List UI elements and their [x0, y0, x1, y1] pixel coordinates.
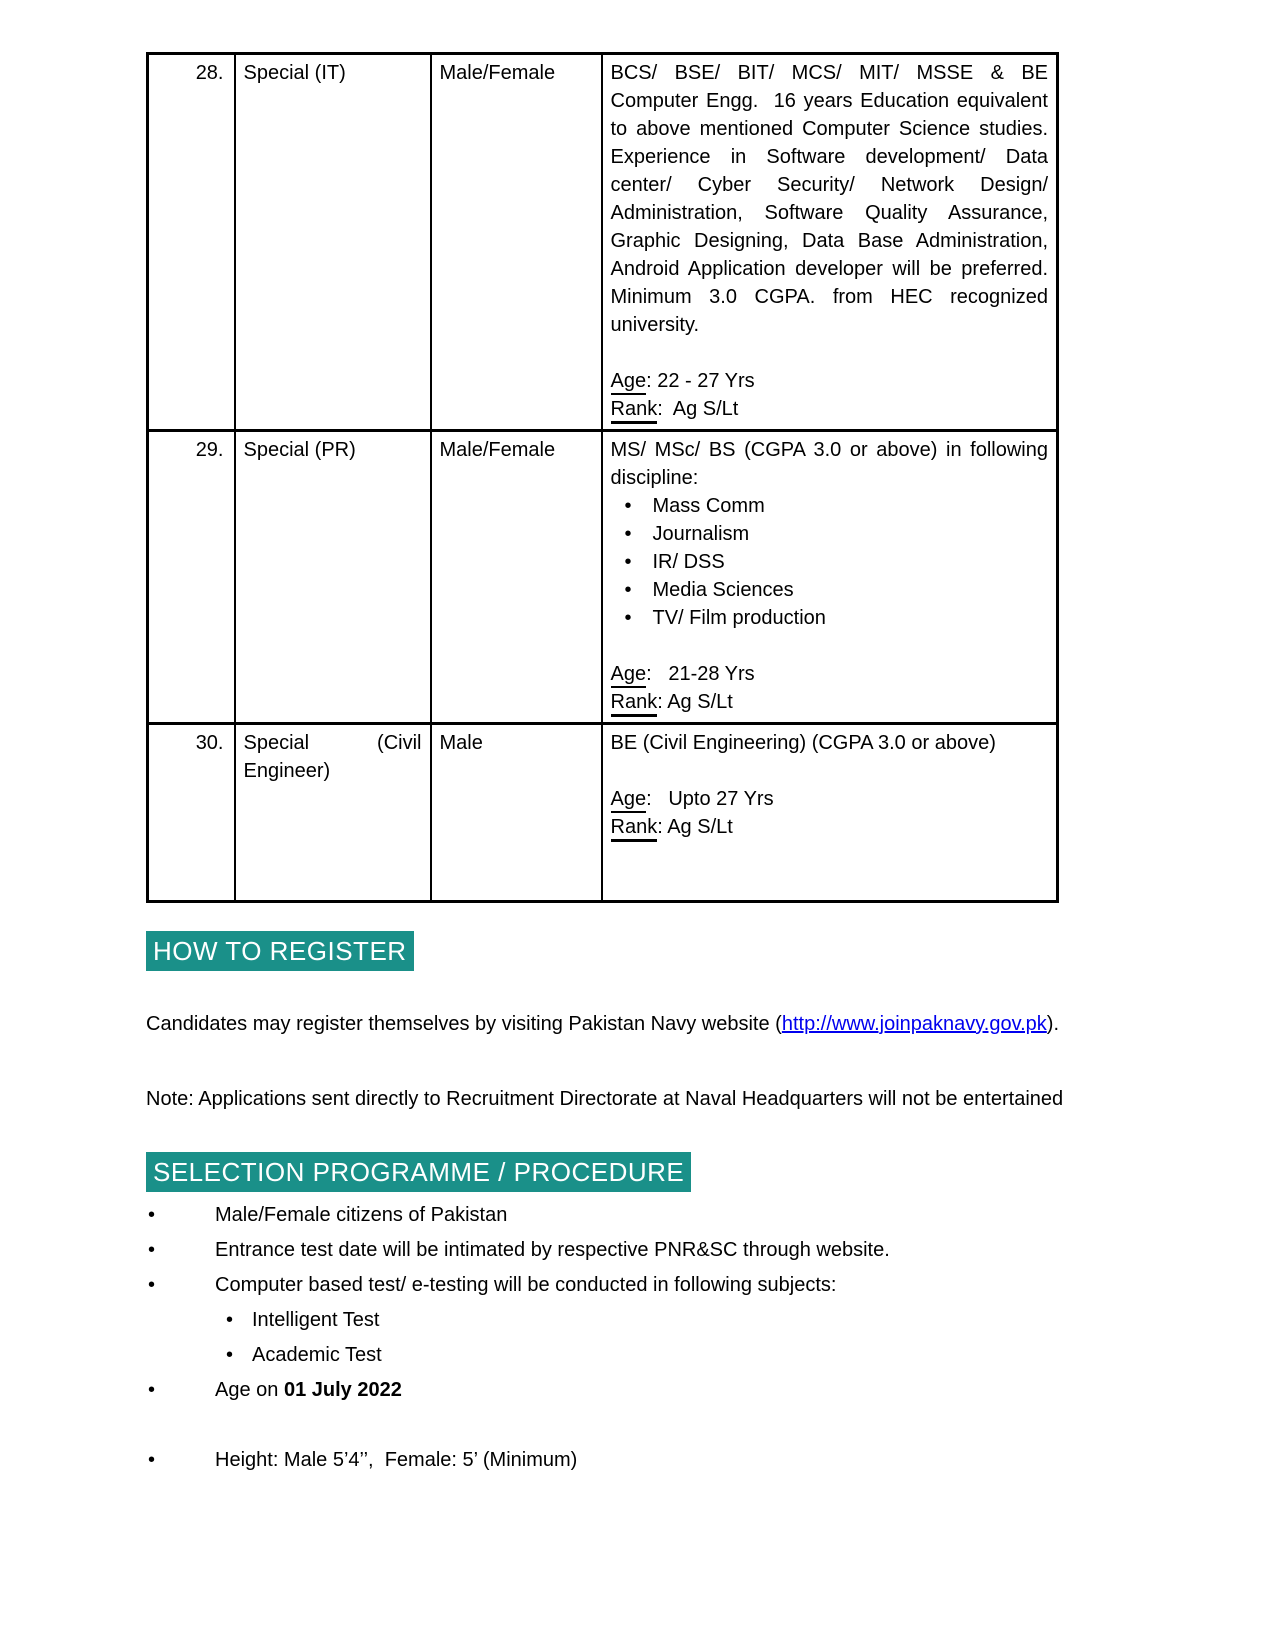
branch-name: Special (PR)	[235, 431, 431, 724]
age-line	[611, 785, 1049, 813]
rank-line	[611, 395, 1049, 423]
table-row-30	[148, 724, 1058, 902]
list-item: • Media Sciences	[611, 576, 1049, 604]
list-item: • Entrance test date will be intimated by respective PNR&SC through website.	[146, 1233, 1070, 1268]
note-paragraph: Note: Applications sent directly to Recruitment Directorate at Naval Headquarters will not be entertained	[146, 1088, 1064, 1110]
rank-line	[611, 688, 1049, 716]
joinpaknavy-link[interactable]: http://www.joinpaknavy.gov.pk	[781, 1013, 1047, 1035]
age-label: Age	[611, 788, 647, 813]
list-item: • Academic Test	[146, 1338, 1070, 1373]
age-label: Age	[611, 370, 647, 395]
how-to-register-heading: HOW TO REGISTER	[146, 931, 414, 971]
register-paragraph	[146, 1006, 1070, 1043]
age-on-date: 01 July 2022	[283, 1379, 402, 1401]
qualification-text: BE (Civil Engineering) (CGPA 3.0 or above)	[610, 732, 996, 754]
rank-line	[611, 813, 1049, 841]
rank-value: : Ag S/Lt	[657, 691, 733, 713]
serial-number: 29.	[148, 431, 235, 724]
rank-value: : Ag S/Lt	[657, 816, 733, 838]
age-label: Age	[611, 663, 647, 688]
age-line	[611, 367, 1049, 395]
qualification-text: BCS/ BSE/ BIT/ MCS/ MIT/ MSSE & BE Computer Engg. 16 years Education equivalent to above mentioned Computer Science studies. Experience in Software development/ Data center/ Cyber Security/ Network Design/ Administration, Software Quality Assurance, Graphic Designing, Data Base Administration, Android Application developer will be preferred. Minimum 3.0 CGPA. from HEC recognized university.	[610, 62, 1054, 336]
qualification-cell	[602, 54, 1058, 431]
discipline-list	[611, 492, 1049, 632]
qualification-cell	[602, 431, 1058, 724]
serial-number: 30.	[148, 724, 235, 902]
branch-name: Special (IT)	[235, 54, 431, 431]
list-item: • Male/Female citizens of Pakistan	[146, 1198, 1070, 1233]
list-item: • Intelligent Test	[146, 1303, 1070, 1338]
selection-procedure-heading: SELECTION PROGRAMME / PROCEDURE	[146, 1152, 691, 1192]
qualification-cell	[602, 724, 1058, 902]
paren-close: ).	[1046, 1013, 1060, 1035]
gender-cell: Male/Female	[431, 431, 602, 724]
list-item: • Mass Comm	[611, 492, 1049, 520]
qualification-text: MS/ MSc/ BS (CGPA 3.0 or above) in following discipline:	[610, 439, 1054, 489]
gender-cell: Male/Female	[431, 54, 602, 431]
list-item: • Computer based test/ e-testing will be conducted in following subjects:	[146, 1268, 1070, 1303]
rank-label: Rank	[611, 691, 658, 717]
rank-label: Rank	[611, 816, 658, 842]
table-row-28	[148, 54, 1058, 431]
serial-number: 28.	[148, 54, 235, 431]
gender-cell: Male	[431, 724, 602, 902]
list-item: • TV/ Film production	[611, 604, 1049, 632]
list-item: • IR/ DSS	[611, 548, 1049, 576]
age-value: : 22 - 27 Yrs	[646, 370, 755, 392]
age-on-text: Age on	[215, 1379, 284, 1401]
rank-label: Rank	[611, 398, 658, 424]
document-page	[146, 0, 1070, 1478]
table-row-29	[148, 431, 1058, 724]
age-value: : 21-28 Yrs	[646, 663, 755, 685]
list-item: • Journalism	[611, 520, 1049, 548]
register-text: Candidates may register themselves by visiting Pakistan Navy website	[146, 1013, 770, 1035]
age-line	[611, 660, 1049, 688]
list-item: • Height: Male 5’4’’, Female: 5’ (Minimum)	[146, 1443, 1070, 1478]
vacancy-table	[146, 52, 1059, 903]
branch-name: Special (Civil Engineer)	[235, 724, 431, 902]
paren-open: (	[775, 1013, 782, 1035]
rank-value: : Ag S/Lt	[657, 398, 739, 420]
age-value: : Upto 27 Yrs	[646, 788, 774, 810]
list-item	[146, 1373, 1070, 1408]
selection-list	[146, 1198, 1070, 1478]
